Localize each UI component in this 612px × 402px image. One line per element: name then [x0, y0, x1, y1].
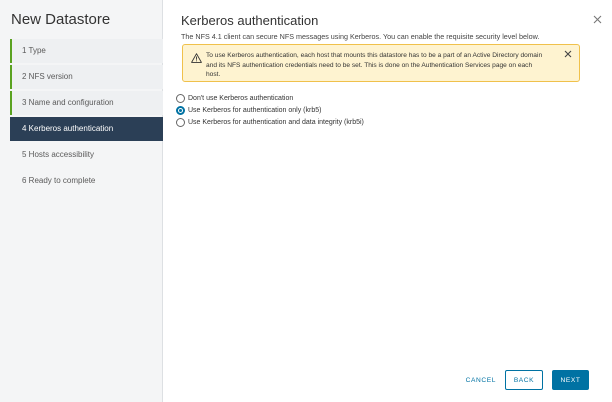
next-button[interactable]: NEXT: [552, 370, 589, 390]
step-type[interactable]: [10, 39, 163, 63]
radio-button[interactable]: [176, 118, 185, 127]
back-button[interactable]: BACK: [505, 370, 543, 390]
option-kerberos-krb5[interactable]: [176, 105, 364, 116]
close-icon[interactable]: [564, 50, 572, 61]
step-hosts-accessibility: [10, 143, 163, 167]
step-nfs-version[interactable]: [10, 65, 163, 89]
step-kerberos-authentication[interactable]: [10, 117, 163, 141]
step-label: 1 Type: [22, 46, 46, 55]
radio-label: Use Kerberos for authentication and data integrity (krb5i): [188, 119, 364, 126]
page-title: Kerberos authentication: [181, 13, 319, 28]
cancel-button[interactable]: CANCEL: [460, 370, 502, 390]
alert-message: To use Kerberos authentication, each host that mounts this datastore has to be a part of an Active Directory domain and its NFS authentication credentials need to be set. This is done on the Authentication Services page on each host.: [206, 52, 543, 78]
option-no-kerberos[interactable]: [176, 93, 364, 104]
radio-button[interactable]: [176, 106, 185, 115]
radio-label: Use Kerberos for authentication only (krb5): [188, 107, 322, 114]
warning-alert: [182, 44, 580, 82]
step-label: 4 Kerberos authentication: [22, 124, 114, 133]
warning-icon: [191, 50, 202, 60]
kerberos-options: [176, 93, 364, 129]
intro-text: The NFS 4.1 client can secure NFS messages using Kerberos. You can enable the requisite security level below.: [181, 32, 540, 41]
wizard-title: New Datastore: [11, 11, 111, 28]
wizard-footer: [460, 370, 589, 390]
radio-button[interactable]: [176, 94, 185, 103]
wizard-content: [176, 0, 612, 402]
option-kerberos-krb5i[interactable]: [176, 117, 364, 128]
step-ready-to-complete: [10, 169, 163, 193]
step-label: 3 Name and configuration: [22, 98, 114, 107]
step-label: 5 Hosts accessibility: [22, 150, 95, 159]
step-name-and-configuration[interactable]: [10, 91, 163, 115]
wizard-steps: [10, 39, 163, 195]
wizard-sidebar: [0, 0, 163, 402]
step-label: 2 NFS version: [22, 72, 73, 81]
radio-label: Don't use Kerberos authentication: [188, 95, 294, 102]
step-label: 6 Ready to complete: [22, 176, 96, 185]
close-icon[interactable]: [593, 15, 602, 27]
